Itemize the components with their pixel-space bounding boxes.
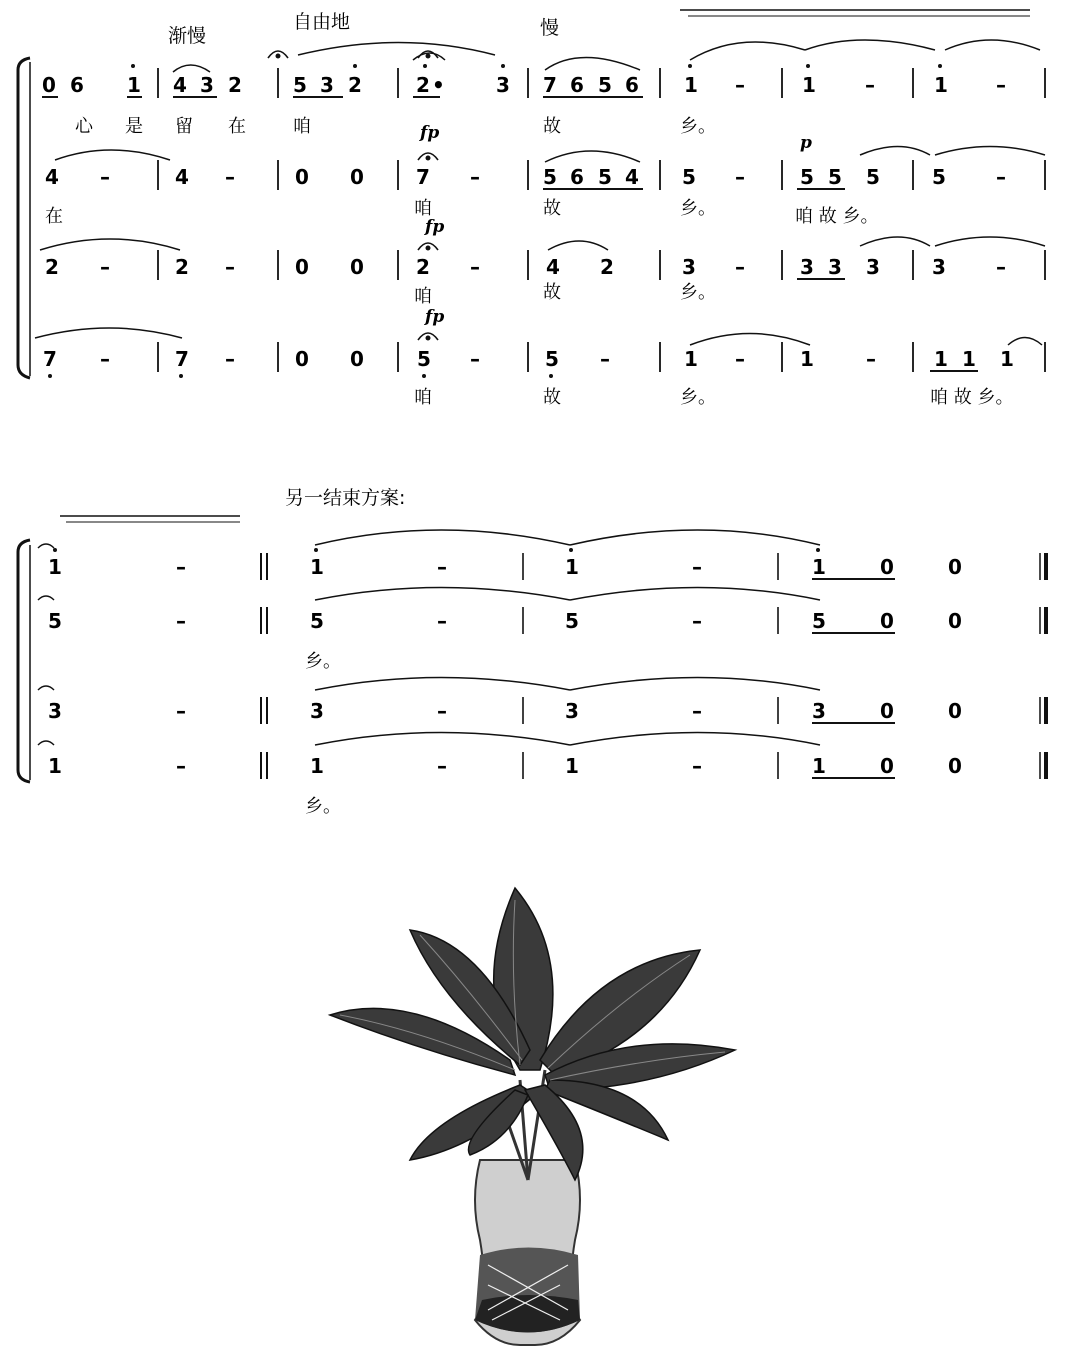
tempo-ritardando: 渐慢 bbox=[168, 25, 207, 47]
note: 7 bbox=[43, 347, 57, 371]
dynamic-p: p bbox=[800, 133, 812, 153]
note: 1 bbox=[934, 347, 948, 371]
lyric: 咱 bbox=[414, 387, 432, 408]
dash: – bbox=[865, 73, 875, 97]
note: 7 bbox=[416, 165, 430, 189]
alt-row4-notes bbox=[48, 754, 962, 778]
note: 1 bbox=[812, 754, 826, 778]
system2-bracket bbox=[18, 540, 30, 782]
note: 7 bbox=[175, 347, 189, 371]
lyric: 乡。 bbox=[305, 796, 341, 817]
note: 1 bbox=[684, 347, 698, 371]
note: 1 bbox=[565, 754, 579, 778]
dash: – bbox=[996, 255, 1006, 279]
lyric: 故 bbox=[543, 282, 561, 303]
alt-row2-notes bbox=[48, 609, 962, 633]
dash: – bbox=[470, 347, 480, 371]
note: 3 bbox=[932, 255, 946, 279]
note: 3 bbox=[48, 699, 62, 723]
lyric: 咱 故 乡。 bbox=[930, 387, 1014, 408]
note: 5 bbox=[310, 609, 324, 633]
row2-lyrics bbox=[45, 198, 878, 227]
note: 5 bbox=[417, 347, 431, 371]
dash: – bbox=[100, 165, 110, 189]
note: 5 bbox=[48, 609, 62, 633]
row3-lyrics bbox=[414, 282, 716, 307]
dash: – bbox=[735, 347, 745, 371]
alt-ending-title: 另一结束方案: bbox=[285, 487, 406, 509]
note: 0 bbox=[880, 754, 894, 778]
note: 1 bbox=[127, 73, 141, 97]
note: 4 bbox=[546, 255, 560, 279]
dash: – bbox=[692, 609, 702, 633]
row1-lyrics bbox=[75, 116, 716, 137]
note: 0 bbox=[948, 609, 962, 633]
note-dot: • bbox=[432, 73, 445, 97]
dash: – bbox=[866, 347, 876, 371]
note: 2 bbox=[175, 255, 189, 279]
note: 3 bbox=[320, 73, 334, 97]
row3-notes bbox=[45, 255, 1006, 279]
dynamic-fp: fp bbox=[425, 307, 445, 327]
note: 5 bbox=[866, 165, 880, 189]
dash: – bbox=[470, 255, 480, 279]
note: 1 bbox=[1000, 347, 1014, 371]
note: 1 bbox=[802, 73, 816, 97]
note: 0 bbox=[42, 73, 56, 97]
note: 4 bbox=[175, 165, 189, 189]
note: 0 bbox=[880, 555, 894, 579]
note: 6 bbox=[70, 73, 84, 97]
plant-illustration bbox=[330, 888, 735, 1345]
note: 0 bbox=[295, 165, 309, 189]
note: 1 bbox=[800, 347, 814, 371]
note: 5 bbox=[565, 609, 579, 633]
note: 3 bbox=[565, 699, 579, 723]
note: 0 bbox=[350, 347, 364, 371]
dash: – bbox=[996, 165, 1006, 189]
lyric: 乡。 bbox=[680, 198, 716, 219]
note: 1 bbox=[565, 555, 579, 579]
row2-notes bbox=[45, 165, 1006, 189]
dynamic-fp: fp bbox=[420, 123, 440, 143]
note: 0 bbox=[350, 255, 364, 279]
dash: – bbox=[692, 754, 702, 778]
lyric: 乡。 bbox=[680, 282, 716, 303]
dash: – bbox=[735, 165, 745, 189]
lyric: 留 bbox=[175, 116, 193, 137]
dash: – bbox=[225, 165, 235, 189]
alt-row1-notes bbox=[48, 555, 962, 579]
dash: – bbox=[176, 699, 186, 723]
note: 5 bbox=[598, 73, 612, 97]
note: 0 bbox=[295, 255, 309, 279]
note: 5 bbox=[598, 165, 612, 189]
note: 3 bbox=[800, 255, 814, 279]
note: 1 bbox=[48, 555, 62, 579]
row4-lyrics bbox=[414, 387, 1013, 408]
note: 4 bbox=[45, 165, 59, 189]
note: 2 bbox=[416, 73, 430, 97]
lyric: 咱 bbox=[414, 198, 432, 219]
system-bracket bbox=[18, 58, 30, 378]
note: 7 bbox=[543, 73, 557, 97]
dynamic-fp: fp bbox=[425, 217, 445, 237]
lyric: 咱 bbox=[293, 116, 311, 137]
note: 3 bbox=[812, 699, 826, 723]
note: 5 bbox=[828, 165, 842, 189]
dash: – bbox=[176, 754, 186, 778]
note: 5 bbox=[545, 347, 559, 371]
dash: – bbox=[996, 73, 1006, 97]
note: 4 bbox=[625, 165, 639, 189]
lyric: 在 bbox=[228, 116, 246, 137]
dash: – bbox=[176, 555, 186, 579]
note: 5 bbox=[800, 165, 814, 189]
alt-row3-notes bbox=[48, 699, 962, 723]
dash: – bbox=[225, 255, 235, 279]
note: 5 bbox=[543, 165, 557, 189]
dash: – bbox=[437, 754, 447, 778]
note: 5 bbox=[812, 609, 826, 633]
note: 6 bbox=[570, 73, 584, 97]
lyric: 乡。 bbox=[305, 651, 341, 672]
note: 2 bbox=[45, 255, 59, 279]
note: 3 bbox=[200, 73, 214, 97]
dash: – bbox=[437, 699, 447, 723]
note: 3 bbox=[310, 699, 324, 723]
note: 1 bbox=[310, 754, 324, 778]
note: 5 bbox=[932, 165, 946, 189]
lyric: 故 bbox=[543, 387, 561, 408]
note: 1 bbox=[48, 754, 62, 778]
row1-notes bbox=[42, 73, 1006, 97]
dash: – bbox=[437, 555, 447, 579]
note: 1 bbox=[934, 73, 948, 97]
lyric: 咱 故 乡。 bbox=[795, 206, 879, 227]
note: 2 bbox=[600, 255, 614, 279]
dash: – bbox=[735, 255, 745, 279]
lyric: 是 bbox=[125, 116, 143, 137]
note: 4 bbox=[173, 73, 187, 97]
note: 0 bbox=[350, 165, 364, 189]
note: 2 bbox=[348, 73, 362, 97]
lyric: 故 bbox=[543, 198, 561, 219]
note: 1 bbox=[310, 555, 324, 579]
dash: – bbox=[176, 609, 186, 633]
dash: – bbox=[692, 699, 702, 723]
note: 6 bbox=[570, 165, 584, 189]
dash: – bbox=[100, 255, 110, 279]
note: 2 bbox=[416, 255, 430, 279]
tempo-freely: 自由地 bbox=[293, 11, 351, 33]
note: 6 bbox=[625, 73, 639, 97]
note: 3 bbox=[828, 255, 842, 279]
dash: – bbox=[470, 165, 480, 189]
note: 1 bbox=[684, 73, 698, 97]
note: 0 bbox=[880, 609, 894, 633]
note: 1 bbox=[812, 555, 826, 579]
lyric: 乡。 bbox=[680, 387, 716, 408]
note: 0 bbox=[948, 699, 962, 723]
note: 0 bbox=[295, 347, 309, 371]
dash: – bbox=[225, 347, 235, 371]
dash: – bbox=[735, 73, 745, 97]
note: 0 bbox=[948, 754, 962, 778]
dash: – bbox=[600, 347, 610, 371]
note: 0 bbox=[948, 555, 962, 579]
tempo-slow: 慢 bbox=[540, 17, 560, 39]
note: 5 bbox=[682, 165, 696, 189]
note: 5 bbox=[293, 73, 307, 97]
note: 3 bbox=[682, 255, 696, 279]
lyric: 咱 bbox=[414, 286, 432, 307]
note: 1 bbox=[962, 347, 976, 371]
lyric: 在 bbox=[45, 206, 63, 227]
dash: – bbox=[437, 609, 447, 633]
note: 3 bbox=[496, 73, 510, 97]
note: 2 bbox=[228, 73, 242, 97]
lyric: 心 bbox=[75, 116, 93, 137]
dash: – bbox=[692, 555, 702, 579]
note: 3 bbox=[866, 255, 880, 279]
note: 0 bbox=[880, 699, 894, 723]
dash: – bbox=[100, 347, 110, 371]
lyric: 故 bbox=[543, 116, 561, 137]
lyric: 乡。 bbox=[680, 116, 716, 137]
